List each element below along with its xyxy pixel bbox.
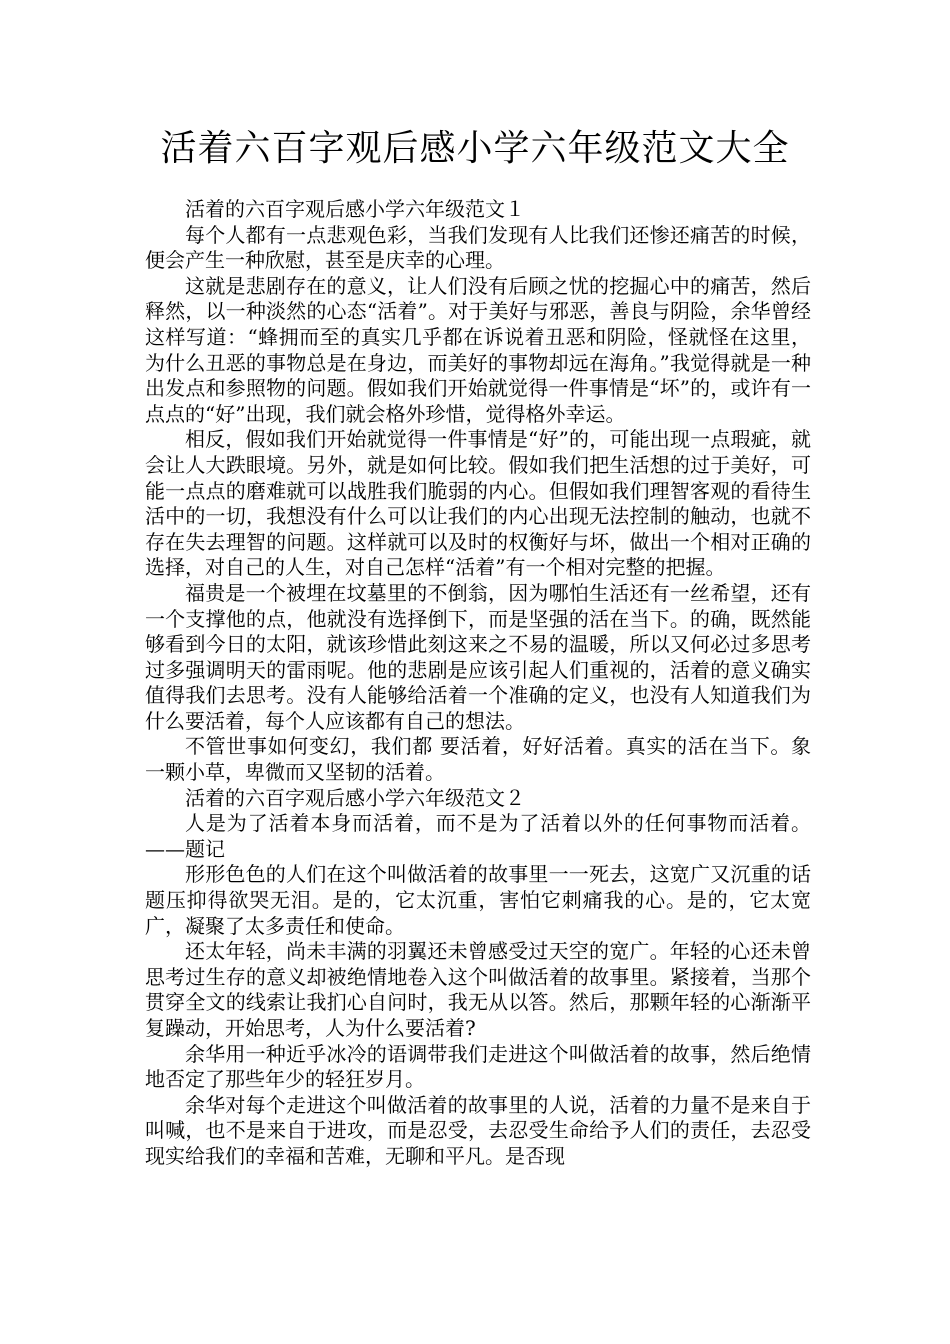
paragraph: 还太年轻，尚未丰满的羽翼还未曾感受过天空的宽广。年轻的心还未曾思考过生存的意义却被绝情地卷入这个叫做活着的故事里。紧接着，当那个贯穿全文的线索让我扪心自问时，我无从以答。然后，那颗年轻的心渐渐平复躁动，开始思考，人为什么要活着? — [145, 939, 811, 1040]
paragraph: 形形色色的人们在这个叫做活着的故事里一一死去，这宽广又沉重的话题压抑得欲哭无泪。是的，它太沉重，害怕它刺痛我的心。是的，它太宽广，凝聚了太多责任和使命。 — [145, 862, 811, 938]
paragraph: 不管世事如何变幻，我们都 要活着，好好活着。真实的活在当下。象一颗小草，卑微而又坚韧的活着。 — [145, 734, 811, 785]
section-heading: 活着的六百字观后感小学六年级范文２ — [185, 785, 525, 810]
paragraph: 这就是悲剧存在的意义，让人们没有后顾之忧的挖掘心中的痛苦，然后释然，以一种淡然的心态“活着”。对于美好与邪恶，善良与阴险，余华曾经这样写道：“蜂拥而至的真实几乎都在诉说着丑恶和阴险，怪就怪在这里，为什么丑恶的事物总是在身边，而美好的事物却远在海角。”我觉得就是一种出发点和参照物的问题。假如我们开始就觉得一件事情是“坏”的，或许有一点点的“好”出现，我们就会格外珍惜，觉得格外幸运。 — [145, 273, 811, 426]
page-title: 活着六百字观后感小学六年级范文大全 — [160, 128, 790, 169]
section-heading: 活着的六百字观后感小学六年级范文１ — [185, 197, 525, 221]
paragraph: 福贵是一个被埋在坟墓里的不倒翁，因为哪怕生活还有一丝希望，还有一个支撑他的点，他就没有选择倒下，而是坚强的活在当下。的确，既然能够看到今日的太阳，就该珍惜此刻这来之不易的温暖，所以又何必过多思考过多强调明天的雷雨呢。他的悲剧是应该引起人们重视的，活着的意义确实值得我们去思考。没有人能够给活着一个准确的定义，也没有人知道我们为什么要活着，每个人应该都有自己的想法。 — [145, 580, 811, 733]
article-body — [145, 197, 811, 1170]
paragraph: 每个人都有一点悲观色彩，当我们发现有人比我们还惨还痛苦的时候，便会产生一种欣慰，甚至是庆幸的心理。 — [145, 222, 811, 273]
paragraph: 相反，假如我们开始就觉得一件事情是“好”的，可能出现一点瑕疵，就会让人大跌眼境。另外，就是如何比较。假如我们把生活想的过于美好，可能一点点的磨难就可以战胜我们脆弱的内心。但假如我们理智客观的看待生活中的一切，我想没有什么可以让我们的内心出现无法控制的触动，也就不存在失去理智的问题。这样就可以及时的权衡好与坏，做出一个相对正确的选择，对自己的人生，对自己怎样“活着”有一个相对完整的把握。 — [145, 427, 811, 580]
paragraph: 余华对每个走进这个叫做活着的故事里的人说，活着的力量不是来自于叫喊，也不是来自于进攻，而是忍受，去忍受生命给予人们的责任，去忍受现实给我们的幸福和苦难，无聊和平凡。是否现 — [145, 1092, 811, 1168]
paragraph: 人是为了活着本身而活着，而不是为了活着以外的任何事物而活着。——题记 — [145, 811, 811, 861]
paragraph: 余华用一种近乎冰冷的语调带我们走进这个叫做活着的故事，然后绝情地否定了那些年少的轻狂岁月。 — [145, 1041, 811, 1092]
